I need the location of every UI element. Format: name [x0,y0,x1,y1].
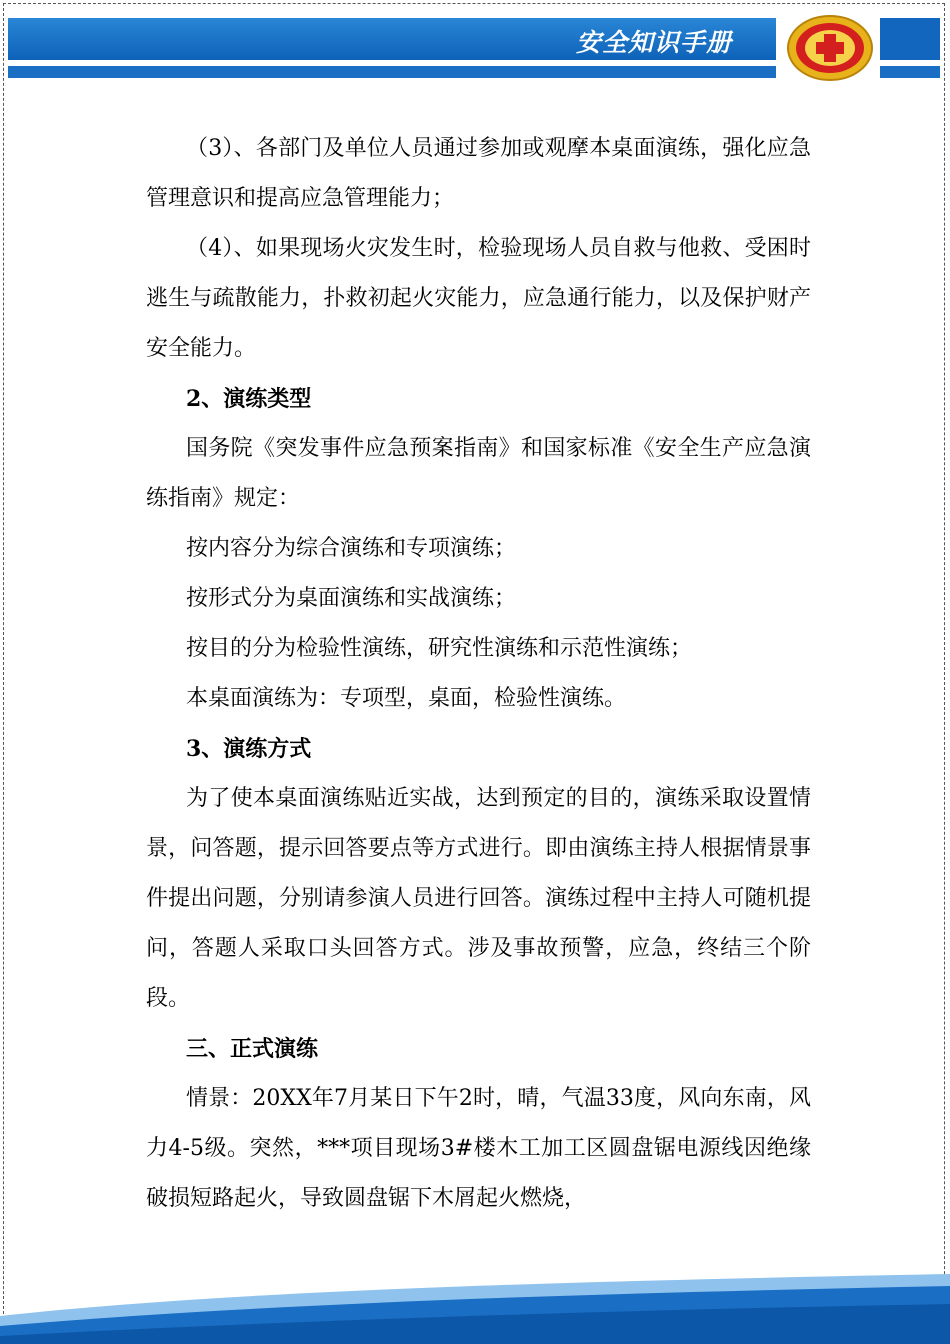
header-right-stripe [880,66,940,78]
header-title: 安全知识手册 [575,28,732,57]
section-heading: 三、正式演练 [186,1036,319,1062]
footer-wave [0,1264,950,1344]
paragraph: 按形式分为桌面演练和实战演练； [186,586,517,611]
paragraph: 国务院《突发事件应急预案指南》和国家标准《安全生产应急演练指南》规定： [146,436,811,511]
paragraph: 情景：20XX年7月某日下午2时，晴，气温33度，风向东南，风力4-5级。突然，***项目现场3#楼木工加工区圆盘锯电源线因绝缘破损短路起火，导致圆盘锯下木屑起火燃烧， [146,1086,811,1211]
paragraph: 本桌面演练为：专项型，桌面，检验性演练。 [186,686,627,711]
section-heading: 3、演练方式 [186,736,312,762]
paragraph: 按目的分为检验性演练，研究性演练和示范性演练； [186,636,693,661]
paragraph: （4）、如果现场火灾发生时，检验现场人员自救与他救、受困时逃生与疏散能力，扑救初起火灾能力，应急通行能力，以及保护财产安全能力。 [146,236,811,361]
paragraph: 按内容分为综合演练和专项演练； [186,536,517,561]
header-right-block [880,18,940,60]
paragraph: 为了使本桌面演练贴近实战，达到预定的目的，演练采取设置情景，问答题，提示回答要点等方式进行。即由演练主持人根据情景事件提出问题，分别请参演人员进行回答。演练过程中主持人可随机提问，答题人采取口头回答方式。涉及事故预警，应急，终结三个阶段。 [146,786,811,1011]
section-heading: 2、演练类型 [186,386,312,412]
safety-emblem-icon [784,12,876,84]
paragraph: （3）、各部门及单位人员通过参加或观摩本桌面演练，强化应急管理意识和提高应急管理能力； [146,136,811,211]
document-body [146,124,811,1224]
header-stripe [8,66,776,78]
